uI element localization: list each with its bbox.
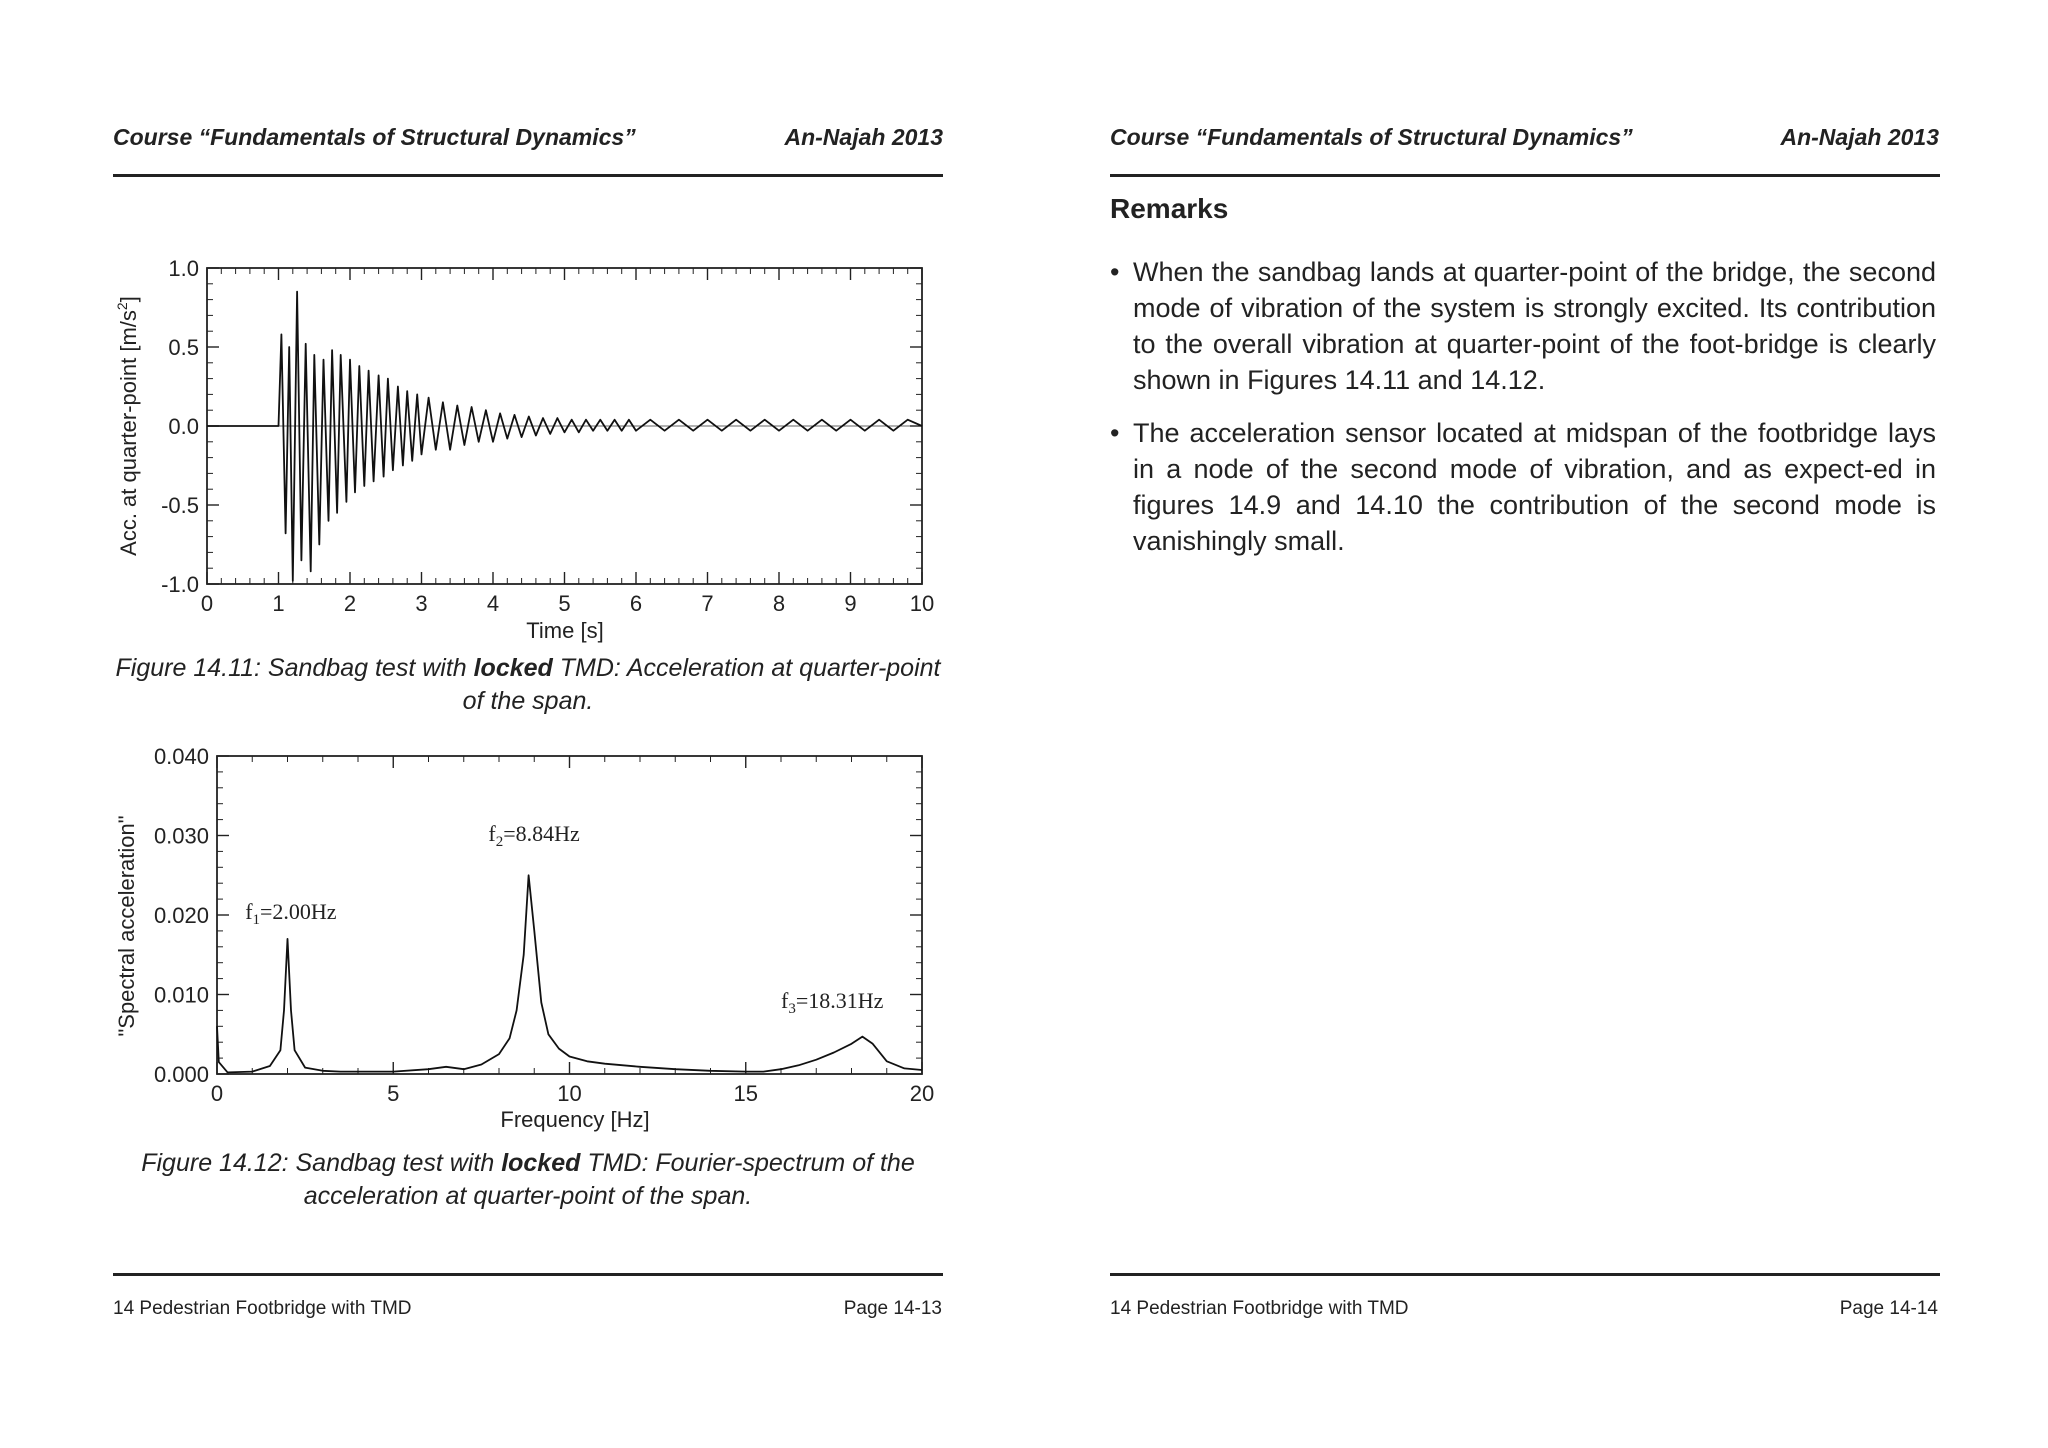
- y-tick-label: 0.0: [168, 414, 199, 439]
- caption-1-prefix: Figure 14.11: Sandbag test with: [115, 654, 474, 682]
- y-tick-label: -0.5: [161, 493, 199, 518]
- y-tick-label: 0.000: [153, 1062, 209, 1087]
- x-tick-label: 10: [557, 1081, 582, 1106]
- caption-1-bold: locked: [473, 654, 553, 682]
- y-axis-label-end: ]: [116, 296, 141, 303]
- caption-2-suffix: TMD: Fourier-spectrum of the acceleration at quarter-point of the span.: [303, 1149, 915, 1210]
- x-tick-label: 1: [272, 591, 285, 616]
- y-tick-label: -1.0: [161, 572, 199, 597]
- caption-2-bold: locked: [501, 1149, 581, 1177]
- x-tick-label: 5: [387, 1081, 400, 1106]
- footer-rule: [113, 1273, 943, 1276]
- section-title: Remarks: [1110, 193, 1229, 224]
- header-course: Course “Fundamentals of Structural Dynamics”: [1110, 124, 1633, 150]
- x-tick-label: 7: [701, 591, 714, 616]
- peak-annotation: $f_3=18.31Hz$: [781, 988, 884, 1018]
- y-tick-label: 0.010: [153, 982, 209, 1008]
- spectrum-chart: [0, 0, 1000, 1160]
- y-tick-label: 0.5: [168, 335, 199, 360]
- bullet-text: The acceleration sensor located at midspan of the footbridge lays in a node of the second mode of vibration, and as expect-ed in figures 14.9 and 14.10 the contribution of the second mode is vanishingly small.: [1133, 418, 1936, 556]
- footer-page-number: Page 14-14: [1839, 1298, 1938, 1319]
- footer-page-number: Page 14-13: [843, 1298, 942, 1319]
- figure-caption-2: [113, 1147, 943, 1213]
- x-tick-label: 3: [415, 591, 428, 616]
- x-tick-label: 4: [486, 591, 500, 616]
- bullet-text: When the sandbag lands at quarter-point of the bridge, the second mode of vibration of the system is strongly excited. Its contribution to the overall vibration at quarter-point of the foot-bridge is clearly shown in Figures 14.11 and 14.12.: [1133, 257, 1936, 395]
- peak-annotation: $f_2=8.84Hz$: [488, 821, 580, 851]
- y-tick-label: 0.020: [153, 903, 209, 928]
- y-tick-label: 1.0: [168, 256, 199, 281]
- y-tick-label: 0.030: [153, 823, 209, 849]
- x-axis-label: Time [s]: [526, 618, 604, 643]
- x-tick-label: 0: [200, 591, 214, 616]
- right-page: [1000, 0, 2000, 1448]
- footer-chapter: 14 Pedestrian Footbridge with TMD: [113, 1298, 412, 1319]
- y-tick-label: 0.040: [153, 744, 209, 769]
- footer-rule: [1110, 1273, 1940, 1276]
- x-tick-label: 10: [909, 591, 935, 616]
- y-axis-label-main: Acc. at quarter-point [m/s: [116, 310, 141, 556]
- x-tick-label: 6: [629, 591, 643, 616]
- left-page: [0, 0, 1000, 1448]
- y-axis-label-2-text: "Spectral acceleration": [114, 815, 139, 1037]
- peak-annotation: $f_1=2.00Hz$: [245, 898, 337, 928]
- bullet-icon: •: [1110, 418, 1120, 448]
- list-item: [1110, 254, 1936, 398]
- x-tick-label: 9: [844, 591, 857, 616]
- y-axis-label-2: [114, 815, 139, 1036]
- header-course: Course “Fundamentals of Structural Dynamics”: [113, 124, 636, 150]
- header-institution: An-Najah 2013: [784, 124, 943, 150]
- x-tick-label: 2: [343, 591, 357, 616]
- x-axis-label-2: Frequency [Hz]: [500, 1107, 650, 1132]
- caption-1-suffix: TMD: Acceleration at quarter-point of the span.: [462, 654, 941, 715]
- header-institution: An-Najah 2013: [1780, 124, 1939, 150]
- x-tick-label: 15: [733, 1081, 758, 1106]
- footer-chapter: 14 Pedestrian Footbridge with TMD: [1110, 1298, 1409, 1319]
- x-tick-label: 0: [210, 1081, 224, 1106]
- list-item: [1110, 415, 1936, 559]
- x-tick-label: 20: [909, 1081, 935, 1106]
- x-tick-label: 8: [772, 591, 786, 616]
- caption-2-prefix: Figure 14.12: Sandbag test with: [141, 1149, 502, 1177]
- header-rule: [1110, 174, 1940, 177]
- y-axis-label-sup: 2: [114, 302, 130, 311]
- x-tick-label: 5: [558, 591, 571, 616]
- bullet-icon: •: [1110, 257, 1120, 287]
- remarks-list: [1110, 254, 1936, 576]
